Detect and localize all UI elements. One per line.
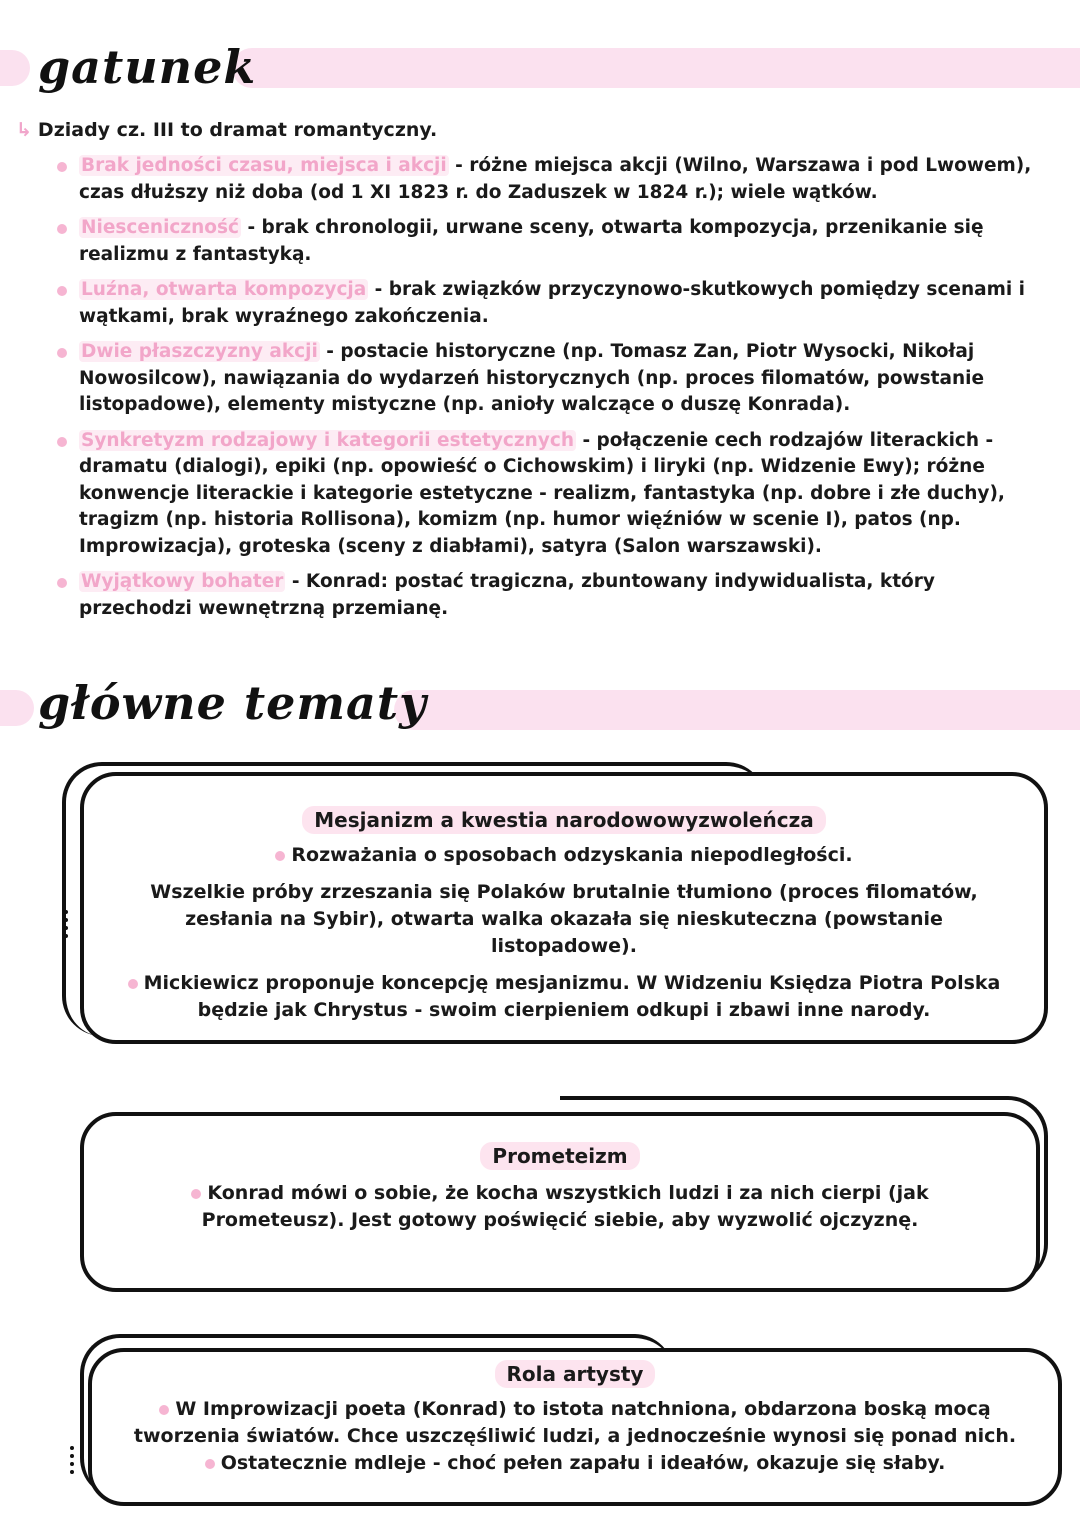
bullet-dot-icon bbox=[57, 437, 67, 447]
bullet-term: Niesceniczność bbox=[81, 217, 239, 238]
intro-text: Dziady cz. III to dramat romantyczny. bbox=[37, 119, 438, 141]
bullet-term: Brak jedności czasu, miejsca i akcji bbox=[81, 155, 447, 176]
heading-highlight-left bbox=[0, 50, 30, 86]
theme-line bbox=[132, 1396, 1018, 1450]
list-item bbox=[54, 215, 1044, 268]
theme-line-text: Ostatecznie mdleje - choć pełen zapału i ideałów, okazuje się słaby. bbox=[220, 1452, 946, 1474]
genre-bullet-list bbox=[54, 153, 1044, 631]
dots-decoration bbox=[70, 1446, 74, 1478]
theme-line bbox=[110, 842, 1018, 869]
bullet-term: Wyjątkowy bohater bbox=[81, 571, 284, 592]
list-item bbox=[54, 569, 1044, 622]
theme-title: Prometeizm bbox=[480, 1142, 639, 1170]
bullet-term: Synkretyzm rodzajowy i kategorii estetycznych bbox=[81, 429, 574, 451]
theme-line: Wszelkie próby zrzeszania się Polaków brutalnie tłumiono (proces filomatów, zesłania na Sybir), otwarta walka okazała się nieskuteczna (powstanie listopadowe). bbox=[150, 881, 978, 957]
bullet-dot-icon bbox=[57, 286, 67, 296]
bullet-text: - połączenie cech rodzajów literackich - dramatu (dialogi), epiki (np. opowieść o Cichowskim) i liryki (np. Widzenie Ewy); różne konwencje literackie i kategorie estetyczne - realizm, fantastyka (np. dobre i złe duchy), tragizm (np. historia Rollisona), komizm (np. humor więźniów w scenie I), patos (np. Improwizacja), groteska (sceny z diabłami), satyra (Salon warszawski). bbox=[79, 429, 1005, 557]
bullet-text: - brak związków przyczynowo-skutkowych pomiędzy scenami i wątkami, brak wyraźnego zakończenia. bbox=[79, 279, 1026, 327]
themes-heading-row bbox=[0, 676, 1080, 736]
intro-line bbox=[16, 116, 437, 144]
theme-line-text: Mickiewicz proponuje koncepcję mesjanizmu. W Widzeniu Księdza Piotra Polska będzie jak Chrystus - swoim cierpieniem odkupi i zbawi inne narody. bbox=[143, 972, 1001, 1021]
theme-body bbox=[92, 1388, 1058, 1477]
list-item bbox=[54, 428, 1044, 561]
bullet-dot-icon bbox=[57, 348, 67, 358]
theme-body bbox=[84, 834, 1044, 1024]
bullet-dot-icon bbox=[205, 1459, 215, 1469]
bullet-dot-icon bbox=[191, 1189, 201, 1199]
dots-decoration bbox=[64, 910, 68, 942]
theme-title: Mesjanizm a kwestia narodowowyzwoleńcza bbox=[302, 806, 825, 834]
section-heading-genre: gatunek bbox=[38, 40, 257, 94]
section-heading-themes: główne tematy bbox=[38, 676, 427, 730]
bullet-dot-icon bbox=[57, 162, 67, 172]
bullet-term: Luźna, otwarta kompozycja bbox=[81, 279, 367, 300]
bullet-text: - postacie historyczne (np. Tomasz Zan, Piotr Wysocki, Nikołaj Nowosilcow), nawiązania do wydarzeń historycznych (np. proces filomatów, powstanie listopadowe), elementy mistyczne (np. anioły walczące o duszę Konrada). bbox=[79, 341, 985, 415]
theme-card-artist-role bbox=[88, 1348, 1062, 1506]
theme-line-text: Rozważania o sposobach odzyskania niepodległości. bbox=[291, 844, 853, 866]
bullet-text: - różne miejsca akcji (Wilno, Warszawa i pod Lwowem), czas dłuższy niż doba (od 1 XI 1823 r. do Zaduszek w 1824 r.); wiele wątków. bbox=[79, 155, 1032, 203]
genre-heading-row bbox=[0, 40, 1080, 94]
bullet-dot-icon bbox=[275, 851, 285, 861]
theme-card-prometheism bbox=[80, 1112, 1040, 1292]
list-item bbox=[54, 339, 1044, 419]
heading-highlight-right bbox=[394, 690, 1080, 730]
heading-highlight-right bbox=[232, 48, 1080, 88]
bullet-term: Dwie płaszczyzny akcji bbox=[81, 341, 318, 362]
theme-line bbox=[110, 970, 1018, 1024]
heading-highlight-left bbox=[0, 690, 34, 726]
theme-line bbox=[132, 1450, 1018, 1477]
bullet-dot-icon bbox=[159, 1405, 169, 1415]
bullet-text: - brak chronologii, urwane sceny, otwarta kompozycja, przenikanie się realizmu z fantastyką. bbox=[79, 217, 984, 265]
bullet-dot-icon bbox=[128, 979, 138, 989]
theme-line-text: W Improwizacji poeta (Konrad) to istota natchniona, obdarzona boską mocą tworzenia światów. Chce uszczęśliwić ludzi, a jednocześnie wynosi się ponad nich. bbox=[133, 1398, 1017, 1447]
list-item bbox=[54, 153, 1044, 206]
bullet-dot-icon bbox=[57, 578, 67, 588]
list-item bbox=[54, 277, 1044, 330]
theme-body bbox=[84, 1170, 1036, 1234]
bullet-text: - Konrad: postać tragiczna, zbuntowany indywidualista, który przechodzi wewnętrzną przemianę. bbox=[79, 571, 935, 619]
arrow-icon: ↳ bbox=[16, 119, 32, 141]
bullet-dot-icon bbox=[57, 224, 67, 234]
theme-line bbox=[124, 1180, 996, 1234]
theme-title: Rola artysty bbox=[495, 1360, 656, 1388]
theme-line-text: Konrad mówi o sobie, że kocha wszystkich ludzi i za nich cierpi (jak Prometeusz). Jest gotowy poświęcić siebie, aby wyzwolić ojczyznę. bbox=[201, 1182, 929, 1231]
theme-card-messianism bbox=[80, 772, 1048, 1044]
